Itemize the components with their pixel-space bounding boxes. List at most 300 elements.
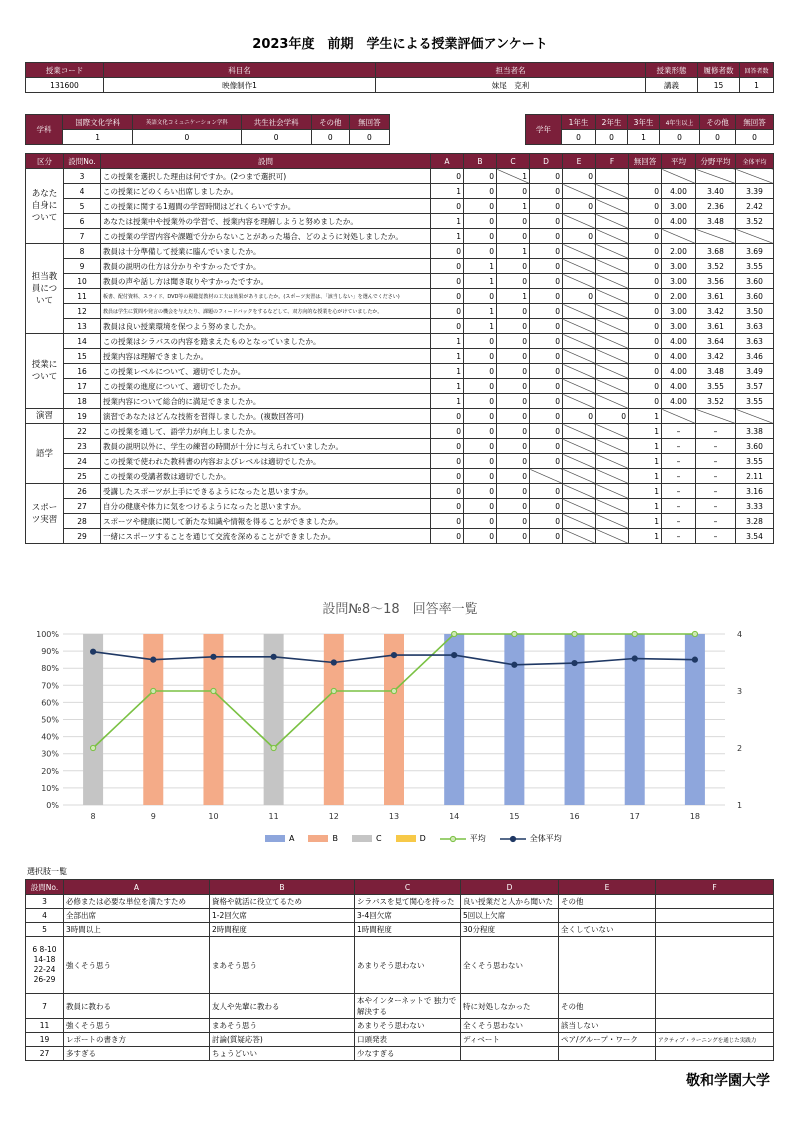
answer-count: 0 — [629, 214, 662, 229]
field-average: 3.48 — [696, 364, 736, 379]
answer-count: 0 — [464, 229, 497, 244]
answer-count: 0 — [464, 214, 497, 229]
questions-header: C — [497, 154, 530, 169]
overall-average: 3.28 — [736, 514, 774, 529]
y-right-tick-label: 3 — [737, 687, 743, 696]
year-header: その他 — [700, 115, 736, 130]
question-text: 教員は学生に質問や発言の機会を与えたり、課題のフィードバックをするなどして、双方向的な授業を心がけていましたか。 — [101, 304, 431, 319]
answer-count: 0 — [431, 484, 464, 499]
answer-count: 0 — [464, 394, 497, 409]
x-tick-label: 13 — [388, 812, 400, 821]
question-number: 6 — [64, 214, 101, 229]
question-number: 9 — [64, 259, 101, 274]
answer-count — [563, 214, 596, 229]
question-number: 4 — [64, 184, 101, 199]
x-tick-label: 8 — [90, 812, 96, 821]
answer-count: 1 — [497, 289, 530, 304]
questions-header: 無回答 — [629, 154, 662, 169]
choice-option: 口頭発表 — [355, 1033, 461, 1047]
choice-option: レポートの書き方 — [64, 1033, 210, 1047]
chart-legend — [265, 833, 562, 844]
average-score: – — [662, 469, 696, 484]
legend-label: A — [289, 834, 295, 843]
question-text: 教員の声や話し方は聞き取りやすかったですか。 — [101, 274, 431, 289]
choice-option — [656, 937, 774, 994]
answer-count: 0 — [431, 499, 464, 514]
question-number: 8 — [64, 244, 101, 259]
field-average: – — [696, 454, 736, 469]
dept-header: その他 — [311, 115, 349, 130]
answer-count: 0 — [530, 184, 563, 199]
answer-count: 0 — [464, 529, 497, 544]
field-average: – — [696, 484, 736, 499]
overall-average: 3.54 — [736, 529, 774, 544]
question-number: 23 — [64, 439, 101, 454]
answer-count: 0 — [497, 394, 530, 409]
question-row — [26, 379, 774, 394]
overall-average: 3.38 — [736, 424, 774, 439]
average-score: – — [662, 529, 696, 544]
dept-value: 0 — [311, 130, 349, 145]
y-left-tick-label: 40% — [41, 732, 59, 742]
x-tick-label: 10 — [208, 812, 219, 821]
question-text: 教員の説明以外に、学生の練習の時間が十分に与えられていましたか。 — [101, 439, 431, 454]
question-text: この授業の学習内容や課題で分からないことがあった場合、どのように対処しましたか。 — [101, 229, 431, 244]
answer-count — [563, 334, 596, 349]
question-row — [26, 319, 774, 334]
choice-option: 少なすぎる — [355, 1047, 461, 1061]
field-average: 3.56 — [696, 274, 736, 289]
choices-header: 設問No. — [26, 880, 64, 895]
question-number: 14 — [64, 334, 101, 349]
y-left-tick-label: 20% — [41, 766, 59, 776]
answer-count: 0 — [629, 334, 662, 349]
choice-option: シラバスを見て関心を持った — [355, 895, 461, 909]
answer-count: 1 — [497, 244, 530, 259]
legend-label: D — [419, 834, 426, 843]
question-number: 15 — [64, 349, 101, 364]
answer-count: 0 — [629, 199, 662, 214]
field-average: 2.36 — [696, 199, 736, 214]
question-text: 受講したスポーツが上手にできるようになったと思いますか。 — [101, 484, 431, 499]
choices-table — [25, 879, 774, 1061]
course-value: 1 — [740, 78, 774, 93]
legend-item — [352, 834, 382, 843]
questions-header: E — [563, 154, 596, 169]
choice-row — [26, 909, 774, 923]
choice-option: 本やインターネットで 独力で解決する — [355, 994, 461, 1019]
answer-count: 0 — [497, 454, 530, 469]
answer-count — [596, 349, 629, 364]
course-value: 講義 — [646, 78, 698, 93]
overall-average: 3.60 — [736, 274, 774, 289]
choice-option: 必修または必要な単位を満たすため — [64, 895, 210, 909]
year-header: 1年生 — [562, 115, 596, 130]
year-value: 1 — [628, 130, 660, 145]
legend-item — [500, 833, 562, 844]
answer-count: 0 — [530, 349, 563, 364]
answer-count: 0 — [431, 409, 464, 424]
point-overall-average — [632, 656, 637, 661]
question-text: この授業にどのくらい出席しましたか。 — [101, 184, 431, 199]
y-left-tick-label: 0% — [46, 801, 59, 810]
answer-count: 0 — [431, 454, 464, 469]
question-text: スポーツや健康に関して新たな知識や情報を得ることができましたか。 — [101, 514, 431, 529]
choice-option: あまりそう思わない — [355, 937, 461, 994]
answer-count: 0 — [497, 184, 530, 199]
average-score: 3.00 — [662, 259, 696, 274]
overall-average: 3.50 — [736, 304, 774, 319]
question-text: 板書、配付資料、スライド、DVD等の視聴覚教材の工夫は効果がありましたか。(スポーツ実習は、「該当しない」を選んでください) — [101, 289, 431, 304]
questions-header: 平均 — [662, 154, 696, 169]
answer-count: 0 — [629, 304, 662, 319]
answer-count: 0 — [530, 439, 563, 454]
questions-header: 設問 — [101, 154, 431, 169]
answer-count: 0 — [563, 199, 596, 214]
point-average — [391, 688, 396, 693]
year-header: 4年生以上 — [660, 115, 700, 130]
answer-count: 0 — [530, 229, 563, 244]
point-average — [331, 688, 336, 693]
question-text: この授業レベルについて、適切でしたか。 — [101, 364, 431, 379]
point-average — [90, 745, 95, 750]
answer-count — [596, 259, 629, 274]
answer-count: 1 — [629, 469, 662, 484]
section-label: あなた自身について — [26, 169, 64, 244]
choice-question-number: 3 — [26, 895, 64, 909]
point-overall-average — [90, 649, 95, 654]
question-row — [26, 184, 774, 199]
answer-count — [596, 439, 629, 454]
choice-option: 5回以上欠席 — [461, 909, 559, 923]
x-tick-label: 14 — [449, 812, 460, 821]
choice-option: ちょうどいい — [210, 1047, 355, 1061]
answer-count: 0 — [464, 364, 497, 379]
answer-count — [596, 514, 629, 529]
legend-line-swatch — [500, 835, 526, 843]
choice-option: その他 — [559, 895, 656, 909]
question-row — [26, 214, 774, 229]
field-average: 3.52 — [696, 259, 736, 274]
answer-count — [596, 229, 629, 244]
answer-count: 0 — [431, 274, 464, 289]
dept-value: 1 — [63, 130, 133, 145]
point-average — [151, 688, 156, 693]
answer-count: 0 — [464, 334, 497, 349]
choice-option: 資格や就活に役立てるため — [210, 895, 355, 909]
legend-label: 全体平均 — [529, 834, 562, 843]
y-left-tick-label: 30% — [41, 749, 59, 759]
x-tick-label: 15 — [509, 812, 520, 821]
field-average: 3.52 — [696, 394, 736, 409]
question-text: この授業はシラバスの内容を踏まえたものとなっていましたか。 — [101, 334, 431, 349]
question-row — [26, 409, 774, 424]
answer-count — [596, 184, 629, 199]
choice-row — [26, 1047, 774, 1061]
answer-count — [596, 304, 629, 319]
year-header: 3年生 — [628, 115, 660, 130]
course-header: 担当者名 — [376, 63, 646, 78]
question-text: 教員は十分準備して授業に臨んでいましたか。 — [101, 244, 431, 259]
question-number: 29 — [64, 529, 101, 544]
question-text: この授業で使われた教科書の内容およびレベルは適切でしたか。 — [101, 454, 431, 469]
year-header: 無回答 — [736, 115, 774, 130]
overall-average: 2.42 — [736, 199, 774, 214]
answer-count: 0 — [530, 244, 563, 259]
choices-header: B — [210, 880, 355, 895]
legend-item — [265, 834, 294, 843]
answer-count — [596, 499, 629, 514]
average-score: 4.00 — [662, 349, 696, 364]
question-number: 27 — [64, 499, 101, 514]
overall-average — [736, 229, 774, 244]
answer-count: 0 — [530, 409, 563, 424]
point-average — [512, 631, 517, 636]
answer-count: 0 — [530, 529, 563, 544]
overall-average — [736, 169, 774, 184]
answer-count — [596, 394, 629, 409]
answer-count: 0 — [530, 379, 563, 394]
answer-count — [530, 469, 563, 484]
question-row — [26, 349, 774, 364]
choice-option: その他 — [559, 994, 656, 1019]
average-score: 2.00 — [662, 244, 696, 259]
question-row — [26, 499, 774, 514]
field-average: – — [696, 424, 736, 439]
answer-count — [563, 274, 596, 289]
overall-average: 3.33 — [736, 499, 774, 514]
answer-count: 0 — [431, 439, 464, 454]
y-left-tick-label: 80% — [41, 664, 59, 674]
answer-count — [563, 364, 596, 379]
answer-count: 0 — [497, 514, 530, 529]
answer-count: 0 — [497, 349, 530, 364]
questions-header: F — [596, 154, 629, 169]
answer-count — [596, 274, 629, 289]
choice-row — [26, 937, 774, 994]
average-score: 4.00 — [662, 184, 696, 199]
answer-count: 1 — [431, 214, 464, 229]
x-tick-label: 16 — [569, 812, 580, 821]
average-score: 3.00 — [662, 304, 696, 319]
question-number: 28 — [64, 514, 101, 529]
question-text: この授業に関する1週間の学習時間はどれくらいですか。 — [101, 199, 431, 214]
answer-count: 0 — [497, 259, 530, 274]
x-tick-label: 18 — [689, 812, 701, 821]
bar-C — [83, 634, 103, 805]
answer-count: 0 — [629, 259, 662, 274]
answer-count: 0 — [464, 349, 497, 364]
choice-option: 全部出席 — [64, 909, 210, 923]
year-table — [525, 114, 774, 145]
choices-header: D — [461, 880, 559, 895]
dept-value: 0 — [241, 130, 311, 145]
overall-average: 3.69 — [736, 244, 774, 259]
field-average: – — [696, 439, 736, 454]
answer-count: 0 — [431, 319, 464, 334]
section-label: 授業について — [26, 334, 64, 409]
choice-option: まあそう思う — [210, 1019, 355, 1033]
year-header: 2年生 — [596, 115, 628, 130]
overall-average: 2.11 — [736, 469, 774, 484]
overall-average: 3.55 — [736, 454, 774, 469]
answer-count — [563, 439, 596, 454]
overall-average: 3.46 — [736, 349, 774, 364]
point-average — [632, 631, 637, 636]
answer-count — [563, 304, 596, 319]
answer-count — [596, 379, 629, 394]
answer-count: 1 — [629, 424, 662, 439]
course-value: 131600 — [26, 78, 104, 93]
answer-count: 0 — [530, 199, 563, 214]
choice-option: 多すぎる — [64, 1047, 210, 1061]
point-overall-average — [692, 657, 697, 662]
bar-A — [444, 634, 464, 805]
answer-count: 0 — [629, 349, 662, 364]
answer-count: 1 — [431, 364, 464, 379]
response-rate-chart — [20, 620, 780, 830]
answer-count — [563, 349, 596, 364]
answer-count: 0 — [497, 319, 530, 334]
overall-average: 3.39 — [736, 184, 774, 199]
choice-option — [656, 895, 774, 909]
course-value: 妹尾 克利 — [376, 78, 646, 93]
answer-count: 0 — [530, 169, 563, 184]
answer-count: 0 — [431, 514, 464, 529]
answer-count: 0 — [464, 199, 497, 214]
point-overall-average — [271, 654, 276, 659]
legend-swatch — [352, 835, 372, 842]
questions-header: D — [530, 154, 563, 169]
choice-question-number: 27 — [26, 1047, 64, 1061]
y-right-tick-label: 1 — [737, 801, 743, 810]
answer-count — [563, 244, 596, 259]
answer-count — [596, 454, 629, 469]
answer-count: 0 — [497, 334, 530, 349]
overall-average: 3.63 — [736, 334, 774, 349]
university-name: 敬和学園大学 — [686, 1073, 770, 1089]
field-average: – — [696, 499, 736, 514]
answer-count: 1 — [464, 319, 497, 334]
answer-count: 0 — [464, 169, 497, 184]
bar-A — [565, 634, 585, 805]
choice-question-number: 11 — [26, 1019, 64, 1033]
choice-option: 強くそう思う — [64, 937, 210, 994]
average-score: 3.00 — [662, 199, 696, 214]
section-label: 演習 — [26, 409, 64, 424]
page-title: 2023年度 前期 学生による授業評価アンケート — [252, 37, 548, 52]
choice-option: 2時間程度 — [210, 923, 355, 937]
dept-header: 国際文化学科 — [63, 115, 133, 130]
answer-count: 0 — [497, 274, 530, 289]
question-row — [26, 259, 774, 274]
answer-count — [629, 169, 662, 184]
answer-count — [563, 484, 596, 499]
answer-count: 0 — [629, 394, 662, 409]
year-value: 0 — [700, 130, 736, 145]
question-number: 26 — [64, 484, 101, 499]
choices-header: A — [64, 880, 210, 895]
answer-count — [596, 214, 629, 229]
choices-heading: 選択肢一覧 — [27, 867, 67, 876]
answer-count — [563, 514, 596, 529]
answer-count: 0 — [530, 394, 563, 409]
answer-count — [596, 289, 629, 304]
question-row — [26, 484, 774, 499]
choice-option — [559, 937, 656, 994]
choice-option: 強くそう思う — [64, 1019, 210, 1033]
bar-A — [504, 634, 524, 805]
y-left-tick-label: 100% — [36, 630, 59, 639]
choice-option: 教員に教わる — [64, 994, 210, 1019]
answer-count — [563, 469, 596, 484]
question-text: この授業の進度について、適切でしたか。 — [101, 379, 431, 394]
answer-count: 0 — [629, 379, 662, 394]
answer-count: 0 — [497, 469, 530, 484]
answer-count: 0 — [497, 229, 530, 244]
questions-header: 区分 — [26, 154, 64, 169]
answer-count — [596, 334, 629, 349]
point-overall-average — [331, 660, 336, 665]
answer-count: 0 — [497, 529, 530, 544]
answer-count: 0 — [530, 499, 563, 514]
overall-average: 3.52 — [736, 214, 774, 229]
answer-count: 1 — [431, 229, 464, 244]
answer-count — [596, 484, 629, 499]
answer-count — [563, 259, 596, 274]
legend-label: 平均 — [469, 834, 486, 843]
question-row — [26, 169, 774, 184]
y-left-tick-label: 50% — [41, 715, 59, 725]
answer-count — [596, 424, 629, 439]
question-number: 16 — [64, 364, 101, 379]
question-text: 授業内容は理解できましたか。 — [101, 349, 431, 364]
question-text: 授業内容について総合的に満足できましたか。 — [101, 394, 431, 409]
answer-count: 0 — [530, 484, 563, 499]
answer-count: 0 — [431, 244, 464, 259]
answer-count — [563, 379, 596, 394]
question-number: 18 — [64, 394, 101, 409]
overall-average: 3.60 — [736, 439, 774, 454]
choice-question-number: 4 — [26, 909, 64, 923]
dept-header: 英語文化コミュニケーション学科 — [133, 115, 241, 130]
answer-count: 0 — [629, 274, 662, 289]
point-average — [211, 688, 216, 693]
answer-count: 0 — [464, 484, 497, 499]
answer-count: 1 — [497, 199, 530, 214]
answer-count — [596, 244, 629, 259]
choice-option: 1時間程度 — [355, 923, 461, 937]
legend-line-swatch — [440, 835, 466, 843]
point-overall-average — [151, 657, 156, 662]
answer-count: 0 — [497, 499, 530, 514]
answer-count: 1 — [497, 169, 530, 184]
answer-count: 0 — [563, 229, 596, 244]
questions-header: 設問No. — [64, 154, 101, 169]
answer-count: 0 — [464, 454, 497, 469]
question-number: 25 — [64, 469, 101, 484]
y-left-tick-label: 10% — [41, 783, 59, 793]
questions-header: 分野平均 — [696, 154, 736, 169]
answer-count: 0 — [563, 169, 596, 184]
average-score — [662, 169, 696, 184]
course-header: 科目名 — [104, 63, 376, 78]
answer-count: 0 — [431, 289, 464, 304]
x-tick-label: 12 — [328, 812, 339, 821]
question-row — [26, 364, 774, 379]
answer-count: 0 — [464, 499, 497, 514]
average-score — [662, 229, 696, 244]
